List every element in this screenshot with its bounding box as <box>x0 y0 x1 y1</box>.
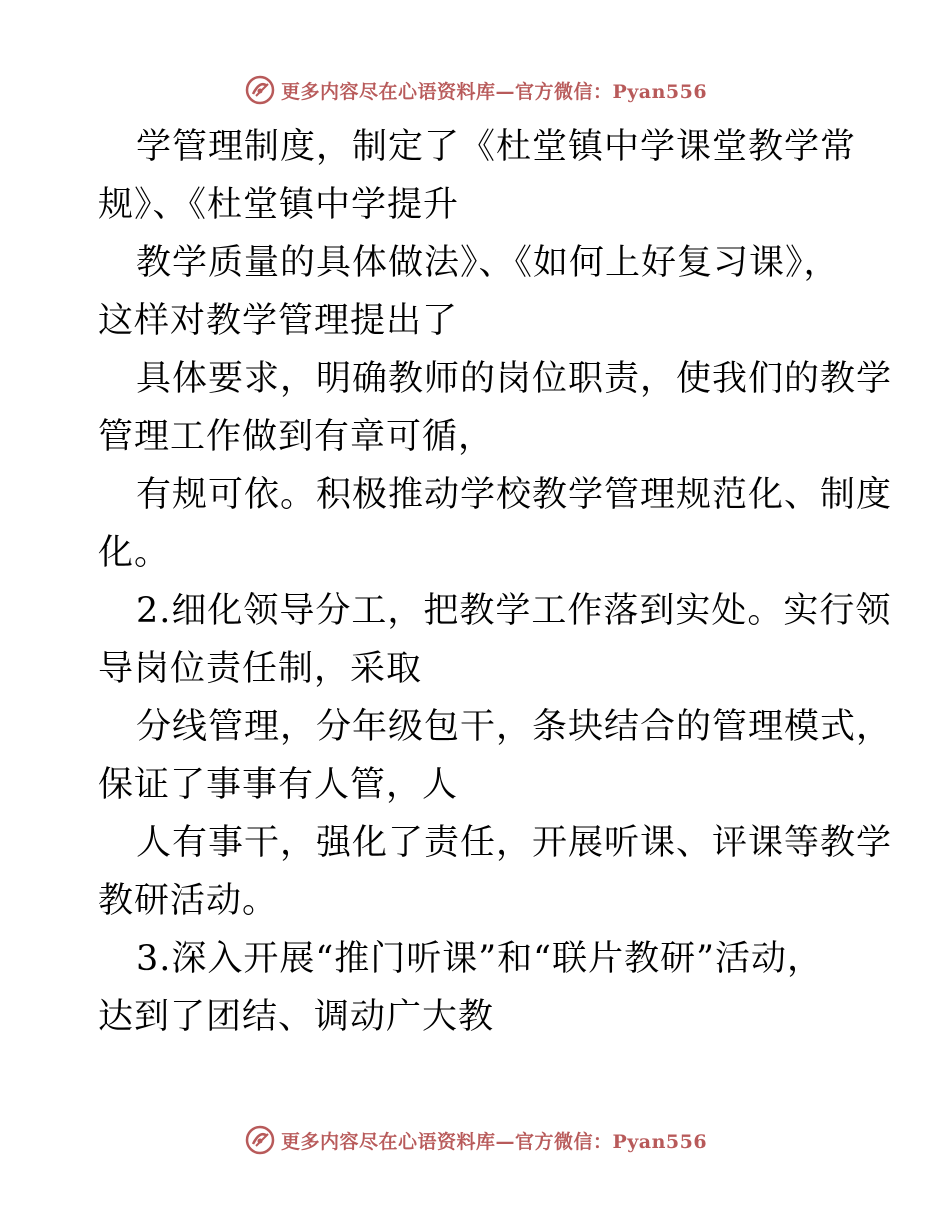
document-body <box>98 118 893 1046</box>
text-line: 2.细化领导分工，把教学工作落到实处。实行领 <box>136 591 892 631</box>
text-line: 人有事干，强化了责任，开展听课、评课等教学 <box>136 823 893 863</box>
text-line: 分线管理，分年级包干，条块结合的管理模式， <box>136 707 893 747</box>
text-line: 达到了团结、调动广大教 <box>98 997 495 1037</box>
text-line: 管理工作做到有章可循， <box>98 417 495 457</box>
text-line: 这样对教学管理提出了 <box>98 301 459 341</box>
header-banner-text: 更多内容尽在心语资料库—官方微信：Pyan556 <box>280 80 708 103</box>
header-banner <box>0 70 950 110</box>
text-line: 3.深入开展“推门听课”和“联片教研”活动， <box>136 939 823 979</box>
text-line: 保证了事事有人管，人 <box>98 765 459 805</box>
text-line: 具体要求，明确教师的岗位职责，使我们的教学 <box>136 359 893 399</box>
logo-icon <box>243 73 277 107</box>
text-line: 导岗位责任制，采取 <box>98 649 423 689</box>
footer-banner <box>0 1120 950 1160</box>
logo-icon <box>243 1123 277 1157</box>
text-line: 教学质量的具体做法》、《如何上好复习课》， <box>136 243 840 283</box>
footer-banner-text: 更多内容尽在心语资料库—官方微信：Pyan556 <box>280 1130 708 1153</box>
text-line: 教研活动。 <box>98 881 279 921</box>
text-line: 规》、《杜堂镇中学提升 <box>98 185 460 225</box>
text-line: 化。 <box>98 533 171 573</box>
text-line: 学管理制度，制定了《杜堂镇中学课堂教学常 <box>136 127 857 167</box>
text-line: 有规可依。积极推动学校教学管理规范化、制度 <box>136 475 893 515</box>
